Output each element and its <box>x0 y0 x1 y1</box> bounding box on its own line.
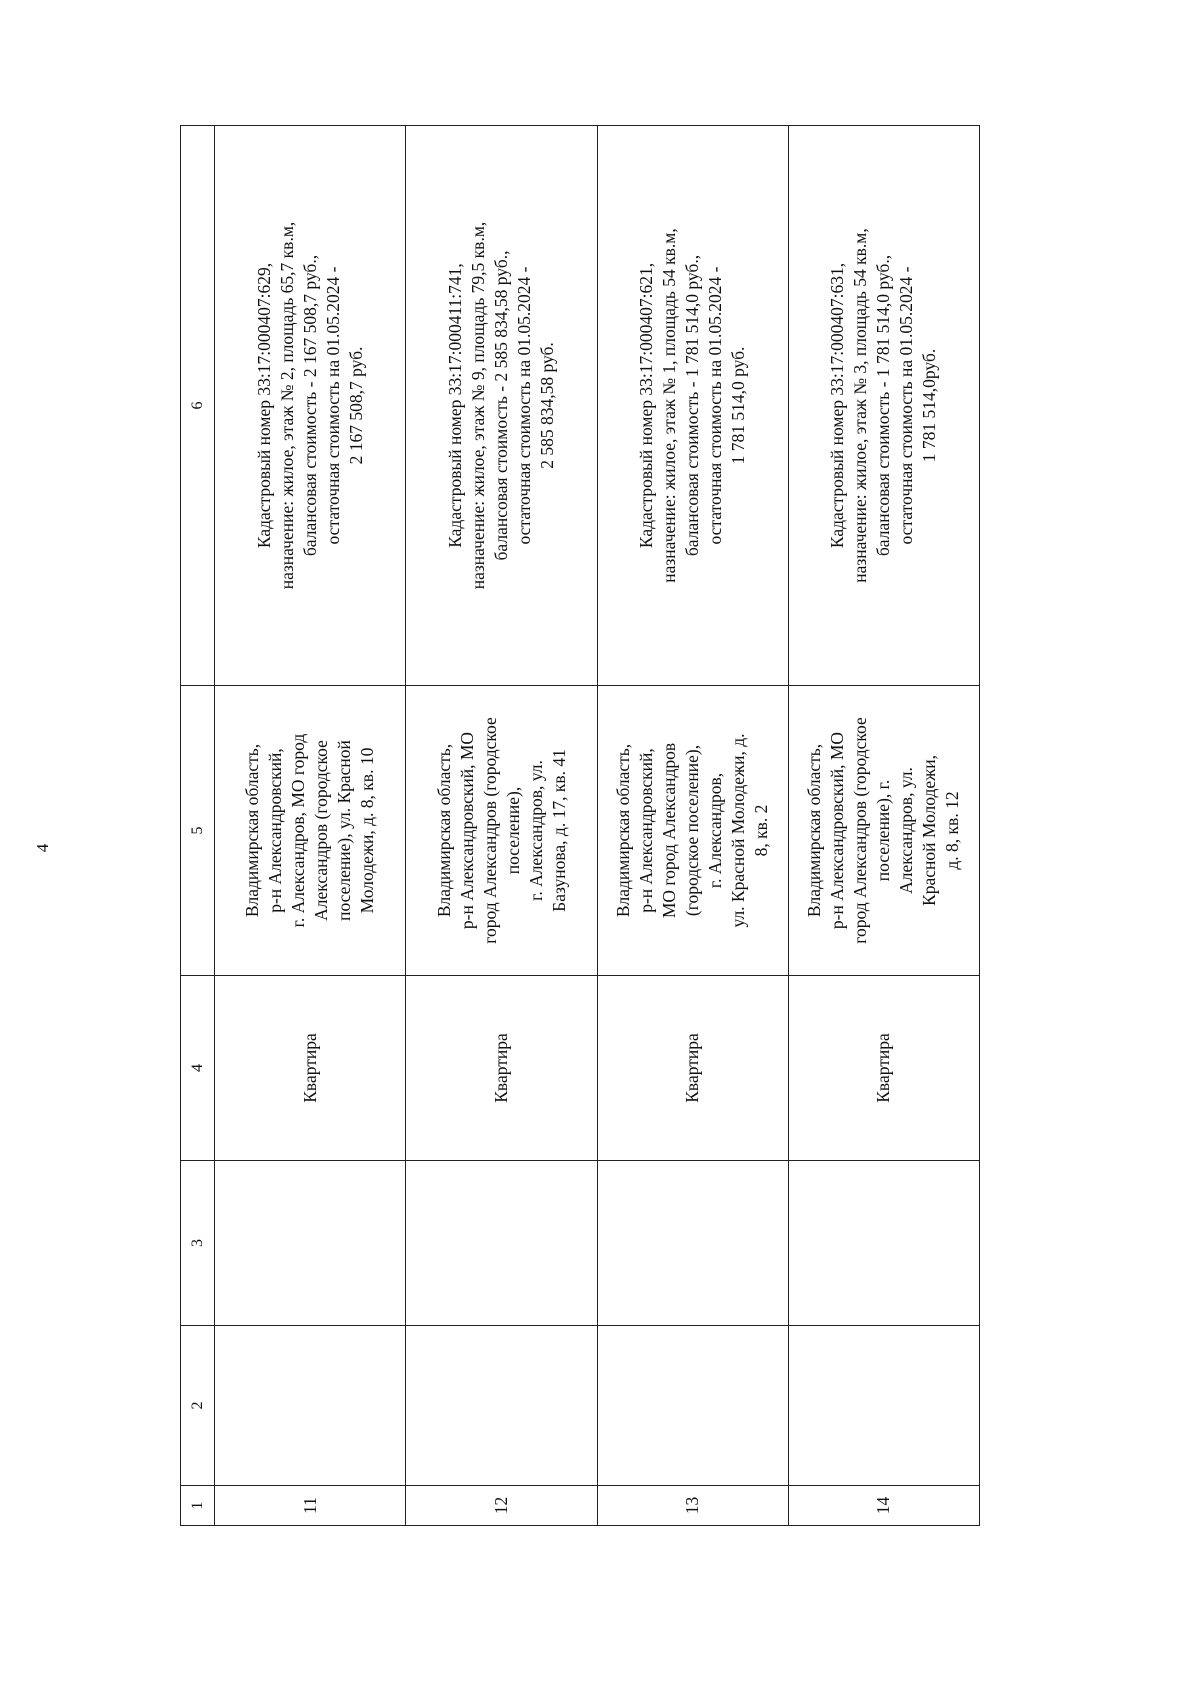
table-row <box>215 126 406 1526</box>
property-type: Квартира <box>406 976 597 1161</box>
column-number: 6 <box>181 126 215 686</box>
table-row <box>788 126 979 1526</box>
cell-col2 <box>788 1326 979 1486</box>
column-number: 5 <box>181 686 215 976</box>
page-number: 4 <box>33 843 52 853</box>
column-number-row <box>181 126 215 1526</box>
cell-col3 <box>406 1161 597 1326</box>
property-address: Владимирская область, р-н Александровский, МО город Александров (городское поселение), г. Александров, ул. Красной Молодежи, д. 8, кв. 12 <box>788 686 979 976</box>
cell-col2 <box>215 1326 406 1486</box>
property-address: Владимирская область, р-н Александровский, г. Александров, МО город Александров (городское поселение), ул. Красной Молодежи, д. 8, кв. 10 <box>215 686 406 976</box>
column-number: 2 <box>181 1326 215 1486</box>
cell-col2 <box>406 1326 597 1486</box>
cell-col3 <box>597 1161 788 1326</box>
property-type: Квартира <box>788 976 979 1161</box>
row-number: 12 <box>406 1486 597 1526</box>
column-number: 4 <box>181 976 215 1161</box>
row-number: 11 <box>215 1486 406 1526</box>
cell-col3 <box>215 1161 406 1326</box>
property-description: Кадастровый номер 33:17:000407:629, назначение: жилое, этаж № 2, площадь 65,7 кв.м, балансовая стоимость - 2 167 508,7 руб., остаточная стоимость на 01.05.2024 - 2 167 508,7 руб. <box>215 126 406 686</box>
property-type: Квартира <box>597 976 788 1161</box>
row-number: 13 <box>597 1486 788 1526</box>
property-address: Владимирская область, р-н Александровский, МО город Александров (городское поселение), г. Александров, ул. Красной Молодежи, д. 8, кв. 2 <box>597 686 788 976</box>
table-row <box>406 126 597 1526</box>
cell-col2 <box>597 1326 788 1486</box>
column-number: 3 <box>181 1161 215 1326</box>
property-description: Кадастровый номер 33:17:000407:621, назначение: жилое, этаж № 1, площадь 54 кв.м, балансовая стоимость - 1 781 514,0 руб., остаточная стоимость на 01.05.2024 - 1 781 514,0 руб. <box>597 126 788 686</box>
column-number: 1 <box>181 1486 215 1526</box>
property-description: Кадастровый номер 33:17:000407:631, назначение: жилое, этаж № 3, площадь 54 кв.м, балансовая стоимость - 1 781 514,0 руб., остаточная стоимость на 01.05.2024 - 1 781 514,0руб. <box>788 126 979 686</box>
cell-col3 <box>788 1161 979 1326</box>
row-number: 14 <box>788 1486 979 1526</box>
property-description: Кадастровый номер 33:17:000411:741, назначение: жилое, этаж № 9, площадь 79,5 кв.м, балансовая стоимость - 2 585 834,58 руб., остаточная стоимость на 01.05.2024 - 2 585 834,58 руб. <box>406 126 597 686</box>
property-address: Владимирская область, р-н Александровский, МО город Александров (городское поселение), г. Александров, ул. Базунова, д. 17, кв. 41 <box>406 686 597 976</box>
table-row <box>597 126 788 1526</box>
property-type: Квартира <box>215 976 406 1161</box>
property-table <box>180 125 980 1526</box>
rotated-table-container <box>180 126 980 1526</box>
